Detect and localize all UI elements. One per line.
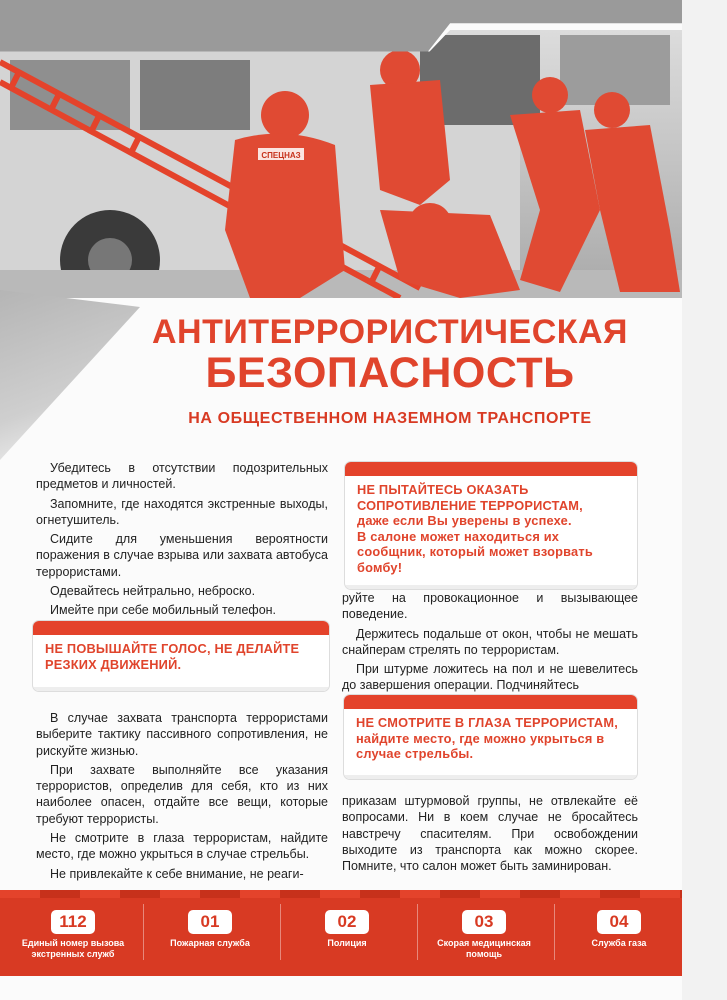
advice-list-bottom	[36, 710, 328, 885]
service-04	[556, 910, 682, 949]
helmet	[532, 77, 568, 113]
service-label: Служба газа	[591, 938, 647, 948]
advice-paragraph: Не смотрите в глаза террористам, найдите место, где можно укрыться в случае стрельбы.	[36, 831, 328, 862]
service-01	[147, 910, 273, 949]
advice-list-top	[36, 460, 328, 622]
advice-list-right-bottom	[342, 793, 638, 877]
service-number: 03	[462, 910, 506, 934]
advice-paragraph: Запомните, где находятся экстренные выходы, огнетушитель.	[36, 496, 328, 527]
alert-shadow	[345, 585, 637, 589]
service-label: Пожарная служба	[170, 938, 250, 948]
alert-resist-line2: даже если Вы уверены в успехе.	[357, 513, 572, 528]
emergency-footer	[0, 890, 682, 976]
footer-divider	[280, 904, 281, 960]
advice-paragraph: В случае захвата транспорта террористами выберите тактику пассивного сопротивления, не рискуйте жизнью.	[36, 711, 328, 758]
service-02	[284, 910, 410, 949]
bus-window	[140, 60, 250, 130]
service-number: 112	[51, 910, 95, 934]
advice-paragraph: Сидите для уменьшения вероятности поражения в случае взрыва или захвата автобуса террористами.	[36, 532, 328, 579]
advice-paragraph: Держитесь подальше от окон, чтобы не мешать снайперам стрелять по террористам.	[342, 626, 638, 657]
alert-box-eyes	[343, 694, 638, 780]
helmet	[261, 91, 309, 139]
alert-bar	[33, 621, 329, 635]
road	[0, 270, 682, 298]
footer-stripe	[0, 890, 682, 898]
service-number: 01	[188, 910, 232, 934]
footer-divider	[554, 904, 555, 960]
footer-divider	[417, 904, 418, 960]
subtitle: НА ОБЩЕСТВЕННОМ НАЗЕМНОМ ТРАНСПОРТЕ	[188, 410, 592, 427]
advice-paragraph: руйте на провокационное и вызывающее поведение.	[342, 591, 638, 622]
alert-shadow	[33, 687, 329, 691]
alert-bar	[345, 462, 637, 476]
alert-eyes-line1: НЕ СМОТРИТЕ В ГЛАЗА ТЕРРОРИСТАМ,	[356, 715, 618, 730]
advice-paragraph: Имейте при себе мобильный телефон.	[50, 603, 277, 618]
helmet	[594, 92, 630, 128]
alert-resist-line1: НЕ ПЫТАЙТЕСЬ ОКАЗАТЬ СОПРОТИВЛЕНИЕ ТЕРРОРИСТАМ,	[357, 482, 583, 513]
title-line-2: БЕЗОПАСНОСТЬ	[205, 349, 575, 397]
alert-eyes-line2: найдите место, где можно укрыться в случае стрельбы.	[356, 730, 605, 761]
alert-voice-text: НЕ ПОВЫШАЙТЕ ГОЛОС, НЕ ДЕЛАЙТЕ РЕЗКИХ ДВИЖЕНИЙ.	[45, 641, 300, 672]
alert-resist-line3: В салоне может находиться их сообщник, который может взорвать бомбу!	[357, 528, 593, 575]
service-number: 04	[597, 910, 641, 934]
service-112	[10, 910, 136, 960]
service-label: Скорая медицинская помощь	[437, 938, 531, 959]
vest-label: СПЕЦНАЗ	[261, 151, 301, 160]
footer-divider	[143, 904, 144, 960]
alert-bar	[344, 695, 637, 709]
advice-paragraph: приказам штурмовой группы, не отвлекайте её вопросами. Ни в коем случае не бросайтесь навстречу спасителям. При освобождении выходите из транспорта как можно скорее. Помните, что салон может быть заминирован.	[342, 794, 638, 874]
hero-illustration	[0, 30, 682, 298]
advice-paragraph: Убедитесь в отсутствии подозрительных предметов и личностей.	[36, 461, 328, 492]
alert-box-resist	[344, 461, 638, 590]
advice-paragraph: Одевайтесь нейтрально, неброско.	[50, 584, 256, 599]
service-label: Полиция	[327, 938, 367, 948]
soldier	[370, 80, 450, 205]
advice-paragraph: При захвате выполняйте все указания террористов, определив для себя, кто из них наиболее опасен, отдайте все вещи, которые требуют террористы.	[36, 762, 328, 826]
hero-photo	[0, 30, 682, 298]
service-03	[421, 910, 547, 960]
service-label: Единый номер вызова экстренных служб	[21, 938, 125, 959]
advice-paragraph: Не привлекайте к себе внимание, не реаги-	[50, 866, 304, 881]
advice-list-right-mid	[342, 590, 638, 697]
decorative-gray-wedge	[0, 290, 140, 460]
advice-paragraph: При штурме ложитесь на пол и не шевелитесь до завершения операции. Подчиняйтесь	[342, 662, 638, 693]
service-number: 02	[325, 910, 369, 934]
title-line-1: АНТИТЕРРОРИСТИЧЕСКАЯ	[151, 313, 628, 351]
alert-box-voice	[32, 620, 330, 692]
alert-shadow	[344, 775, 637, 779]
